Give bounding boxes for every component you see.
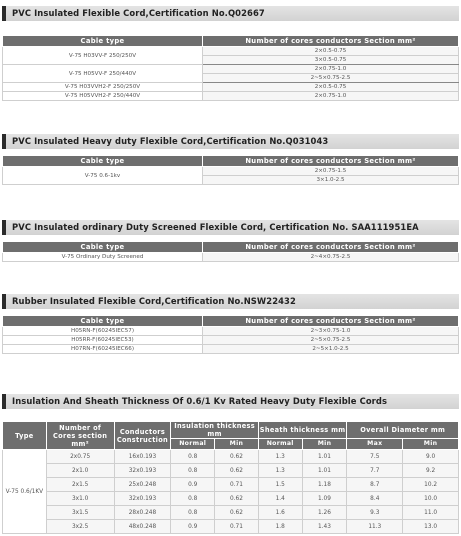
header-cores: Number of cores conductors Section mm²	[203, 316, 459, 327]
cell: 13.0	[403, 520, 459, 534]
table-row	[3, 65, 459, 74]
cell: 25x0.248	[114, 478, 171, 492]
cell: 0.8	[171, 450, 215, 464]
header-normal: Normal	[258, 439, 302, 450]
cell: 3x2.5	[46, 520, 114, 534]
header-type: Type	[3, 422, 47, 450]
table-row	[3, 464, 459, 478]
cable-table	[2, 35, 459, 101]
header-max: Max	[347, 439, 403, 450]
table-header-row	[3, 156, 459, 167]
section-nsw22432	[2, 294, 459, 354]
header-construction: Conductors Construction	[114, 422, 171, 450]
table-row	[3, 478, 459, 492]
table-row	[3, 345, 459, 354]
cell: 0.62	[215, 492, 259, 506]
cell: 0.62	[215, 450, 259, 464]
cell: 7.5	[347, 450, 403, 464]
section-q031043	[2, 134, 459, 185]
header-normal: Normal	[171, 439, 215, 450]
section-saa111951ea	[2, 220, 459, 262]
cell: 2x1.5	[46, 478, 114, 492]
table-header-row	[3, 36, 459, 47]
cell: 8.4	[347, 492, 403, 506]
cell: 1.3	[258, 464, 302, 478]
section-q02667	[2, 6, 459, 101]
cores-cell: 3×0.5-0.75	[203, 56, 459, 65]
cell: 0.9	[171, 478, 215, 492]
cell: 1.5	[258, 478, 302, 492]
header-cable-type: Cable type	[3, 156, 203, 167]
cell: 3x1.5	[46, 506, 114, 520]
cell: 1.43	[302, 520, 347, 534]
header-diameter: Overall Diameter mm	[347, 422, 459, 439]
table-row	[3, 47, 459, 56]
cell: 0.62	[215, 506, 259, 520]
table-header-row	[3, 422, 459, 439]
cell: 2x0.75	[46, 450, 114, 464]
cell: 1.01	[302, 450, 347, 464]
header-cable-type: Cable type	[3, 242, 203, 253]
thickness-table	[2, 421, 459, 534]
cores-cell: 2×0.75-1.0	[203, 65, 459, 74]
table-row	[3, 83, 459, 92]
cell: 0.8	[171, 464, 215, 478]
cell: 1.6	[258, 506, 302, 520]
cell: 0.8	[171, 506, 215, 520]
section-title: PVC Insulated Flexible Cord,Certification No.Q02667	[2, 6, 459, 21]
cable-type-cell: V-75 H03VV-F 250/250V	[3, 47, 203, 65]
type-cell: V-75 0.6/1KV	[3, 450, 47, 534]
section-title: PVC Insulated Heavy duty Flexible Cord,Certification No.Q031043	[2, 134, 459, 149]
table-row	[3, 336, 459, 345]
cell: 9.2	[403, 464, 459, 478]
table-row	[3, 253, 459, 262]
cell: 0.62	[215, 464, 259, 478]
header-sheath: Sheath thickness mm	[258, 422, 347, 439]
cell: 1.4	[258, 492, 302, 506]
cell: 0.8	[171, 492, 215, 506]
table-row	[3, 92, 459, 101]
table-row	[3, 327, 459, 336]
cores-cell: 2×0.75-1.0	[203, 92, 459, 101]
header-cable-type: Cable type	[3, 36, 203, 47]
header-cores-section: Number of Cores section mm²	[46, 422, 114, 450]
cable-table	[2, 155, 459, 185]
cell: 10.0	[403, 492, 459, 506]
section-title: PVC Insulated ordinary Duty Screened Flexible Cord, Certification No. SAA111951EA	[2, 220, 459, 235]
table-row	[3, 167, 459, 176]
table-row	[3, 520, 459, 534]
cell: 11.0	[403, 506, 459, 520]
cable-type-cell: V-75 Ordinary Duty Screened	[3, 253, 203, 262]
section-title: Insulation And Sheath Thickness Of 0.6/1 Kv Rated Heavy Duty Flexible Cords	[2, 394, 459, 409]
cores-cell: 2~5×1.0-2.5	[203, 345, 459, 354]
cable-table	[2, 315, 459, 354]
cell: 32x0.193	[114, 464, 171, 478]
cores-cell: 3×1.0-2.5	[203, 176, 459, 185]
cores-cell: 2~5×0.75-2.5	[203, 74, 459, 83]
cell: 32x0.193	[114, 492, 171, 506]
header-min: Min	[215, 439, 259, 450]
cable-type-cell: H05RN-F(60245IEC57)	[3, 327, 203, 336]
cable-type-cell: V-75 H03VVH2-F 250/250V	[3, 83, 203, 92]
cell: 1.26	[302, 506, 347, 520]
cell: 3x1.0	[46, 492, 114, 506]
cell: 28x0.248	[114, 506, 171, 520]
cable-type-cell: V-75 H05VV-F 250/440V	[3, 65, 203, 83]
section-thickness	[2, 394, 459, 534]
header-min: Min	[403, 439, 459, 450]
cell: 2x1.0	[46, 464, 114, 478]
table-header-row	[3, 242, 459, 253]
header-cable-type: Cable type	[3, 316, 203, 327]
cell: 1.01	[302, 464, 347, 478]
cores-cell: 2×0.5-0.75	[203, 83, 459, 92]
cores-cell: 2×0.75-1.5	[203, 167, 459, 176]
cell: 48x0.248	[114, 520, 171, 534]
header-min: Min	[302, 439, 347, 450]
cell: 16x0.193	[114, 450, 171, 464]
cable-type-cell: H07RN-F(60245IEC66)	[3, 345, 203, 354]
cell: 10.2	[403, 478, 459, 492]
header-cores: Number of cores conductors Section mm²	[203, 156, 459, 167]
cell: 1.18	[302, 478, 347, 492]
header-cores: Number of cores conductors Section mm²	[203, 36, 459, 47]
cell: 1.8	[258, 520, 302, 534]
table-row	[3, 450, 459, 464]
cable-type-cell: V-75 0.6-1kv	[3, 167, 203, 185]
cable-type-cell: H05RR-F(60245IEC53)	[3, 336, 203, 345]
table-row	[3, 506, 459, 520]
cell: 9.0	[403, 450, 459, 464]
cable-type-cell: V-75 H05VVH2-F 250/440V	[3, 92, 203, 101]
cell: 0.9	[171, 520, 215, 534]
cell: 11.3	[347, 520, 403, 534]
cell: 1.09	[302, 492, 347, 506]
table-row	[3, 492, 459, 506]
cell: 7.7	[347, 464, 403, 478]
header-insulation: Insulation thickness mm	[171, 422, 258, 439]
cores-cell: 2~4×0.75-2.5	[203, 253, 459, 262]
cores-cell: 2~5×0.75-2.5	[203, 336, 459, 345]
table-header-row	[3, 316, 459, 327]
cell: 8.7	[347, 478, 403, 492]
cores-cell: 2~3×0.75-1.0	[203, 327, 459, 336]
cell: 1.3	[258, 450, 302, 464]
header-cores: Number of cores conductors Section mm²	[203, 242, 459, 253]
cell: 0.71	[215, 478, 259, 492]
section-title: Rubber Insulated Flexible Cord,Certification No.NSW22432	[2, 294, 459, 309]
cable-table	[2, 241, 459, 262]
cell: 9.3	[347, 506, 403, 520]
cell: 0.71	[215, 520, 259, 534]
cores-cell: 2×0.5-0.75	[203, 47, 459, 56]
